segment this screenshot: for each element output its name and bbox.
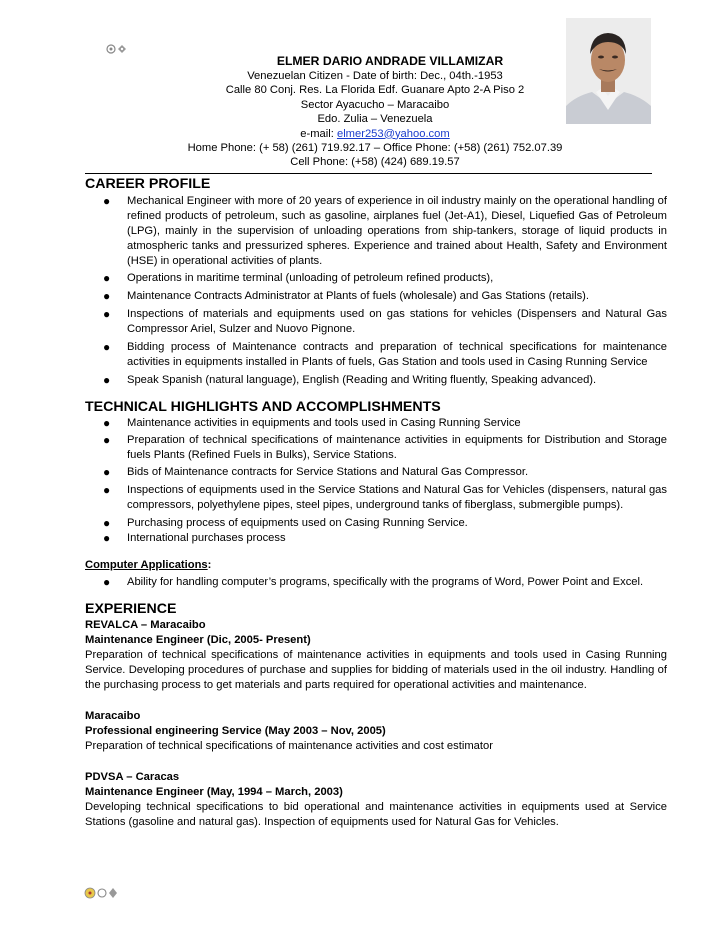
list-item: ● Ability for handling computer’s programs, specifically with the programs of Word, Power Point and Excel. (103, 575, 644, 589)
email-label: e-mail: (300, 127, 337, 140)
bullet-icon: ● (103, 531, 111, 545)
bullet-icon: ● (103, 271, 111, 285)
company-name: Maracaibo (85, 710, 141, 722)
list-item: ● Inspections of equipments used in the Service Stations and Natural Gas for Vehicles (dispensers, natural gas compressors, polyethylene pipes, steel pipes, underground tanks of fiberglass, submergible pumps). (103, 483, 667, 511)
list-item: ● Mechanical Engineer with more of 20 years of experience in oil industry mainly on the operational handling of refined products of petroleum, such as gasoline, airplanes fuel (Jet-A1), Diesel, Liquefied Gas of Petroleum (LPG), mainly in the supervision of unloading operations from ship-tankers, storage of liquid products in atmospheric tanks and pressurized spheres. Experience and trained about Health, Safety and Environment (HSE) in operational activities of plants. (103, 194, 667, 267)
candidate-name: ELMER DARIO ANDRADE VILLAMIZAR (276, 54, 504, 68)
list-item: ● Purchasing process of equipments used on Casing Running Service. (103, 516, 468, 530)
address-line-2: Sector Ayacucho – Maracaibo (300, 98, 450, 111)
bullet-icon: ● (103, 433, 111, 447)
section-title-career-profile: CAREER PROFILE (85, 176, 211, 192)
bullet-icon: ● (103, 483, 111, 497)
career-profile-list (85, 194, 667, 388)
bullet-icon: ● (103, 575, 111, 589)
list-item: ● Bidding process of Maintenance contracts and preparation of technical specifications for maintenance activities in equipments installed in Plants of fuels, Gas Station and tools used in Casing Running Service (103, 340, 667, 368)
bullet-icon: ● (103, 416, 111, 430)
bullet-icon: ● (103, 465, 111, 479)
ornament-icon (84, 886, 120, 903)
list-item: ● Maintenance activities in equipments and tools used in Casing Running Service (103, 416, 521, 430)
list-item: ● Bids of Maintenance contracts for Service Stations and Natural Gas Compressor. (103, 465, 529, 479)
email-link[interactable]: elmer253@yahoo.com (336, 127, 450, 140)
cell-phone-line: Cell Phone: (+58) (424) 689.19.57 (290, 156, 460, 169)
photo-portrait (566, 18, 651, 124)
bullet-icon: ● (103, 373, 111, 387)
bullet-icon: ● (103, 516, 111, 530)
resume-body (85, 176, 667, 830)
bullet-icon: ● (103, 289, 111, 303)
company-name: PDVSA – Caracas (85, 771, 180, 783)
computer-list (85, 575, 667, 590)
bullet-icon: ● (103, 307, 111, 321)
email-line (85, 127, 665, 141)
job-description: Developing technical specifications to bid operational and maintenance activities in equipments used at Service Stations (gasoline and natural gas). Inspection of equipments used for Natural Gas for Vehicles. (85, 801, 667, 828)
header-divider (85, 173, 652, 174)
computer-applications-heading: Computer Applications: (85, 559, 212, 571)
section-title-experience: EXPERIENCE (85, 601, 177, 617)
list-item: ● Speak Spanish (natural language), English (Reading and Writing fluently, Speaking advanced). (103, 373, 597, 387)
list-item: ● International purchases process (103, 531, 286, 545)
list-item: ● Operations in maritime terminal (unloading of petroleum refined products), (103, 271, 494, 285)
experience-entry (85, 618, 667, 693)
bullet-icon: ● (103, 194, 111, 208)
list-item: ● Inspections of materials and equipments used on gas stations for vehicles (Dispensers and Natural Gas Compressor Ariel, Sulzer and Nuovo Pignone. (103, 307, 667, 335)
experience-entry (85, 770, 667, 830)
technical-list (85, 416, 667, 546)
job-description: Preparation of technical specifications of maintenance activities and cost estimator (85, 740, 493, 752)
experience-entry (85, 709, 667, 754)
address-line-1: Calle 80 Conj. Res. La Florida Edf. Guanare Apto 2-A Piso 2 (225, 84, 525, 97)
list-item: ● Preparation of technical specifications of maintenance activities in equipments for Distribution and Storage fuels Plants (Refined Fuels in Bulks), Service Stations. (103, 433, 667, 461)
job-role: Professional engineering Service (May 2003 – Nov, 2005) (85, 725, 386, 737)
job-role: Maintenance Engineer (Dic, 2005- Present) (85, 634, 311, 646)
bullet-icon: ● (103, 340, 111, 354)
citizenship-line: Venezuelan Citizen - Date of birth: Dec., 04th.-1953 (247, 70, 503, 82)
list-item: ● Maintenance Contracts Administrator at Plants of fuels (wholesale) and Gas Stations (retails). (103, 289, 590, 303)
phones-line: Home Phone: (+ 58) (261) 719.92.17 – Office Phone: (+58) (261) 752.07.39 (187, 142, 563, 155)
job-description: Preparation of technical specifications of maintenance activities in equipments and tools used in Casing Running Service. Developing procedures of purchase and supplies for bidding of materials used in the oil industry. Handling of the purchasing process to get materials and parts required for operational activities and maintenance. (85, 649, 667, 691)
address-line-3: Edo. Zulia – Venezuela (317, 113, 433, 126)
job-role: Maintenance Engineer (May, 1994 – March, 2003) (85, 786, 343, 798)
section-title-technical: TECHNICAL HIGHLIGHTS AND ACCOMPLISHMENTS (85, 399, 441, 415)
company-name: REVALCA – Maracaibo (85, 619, 206, 631)
